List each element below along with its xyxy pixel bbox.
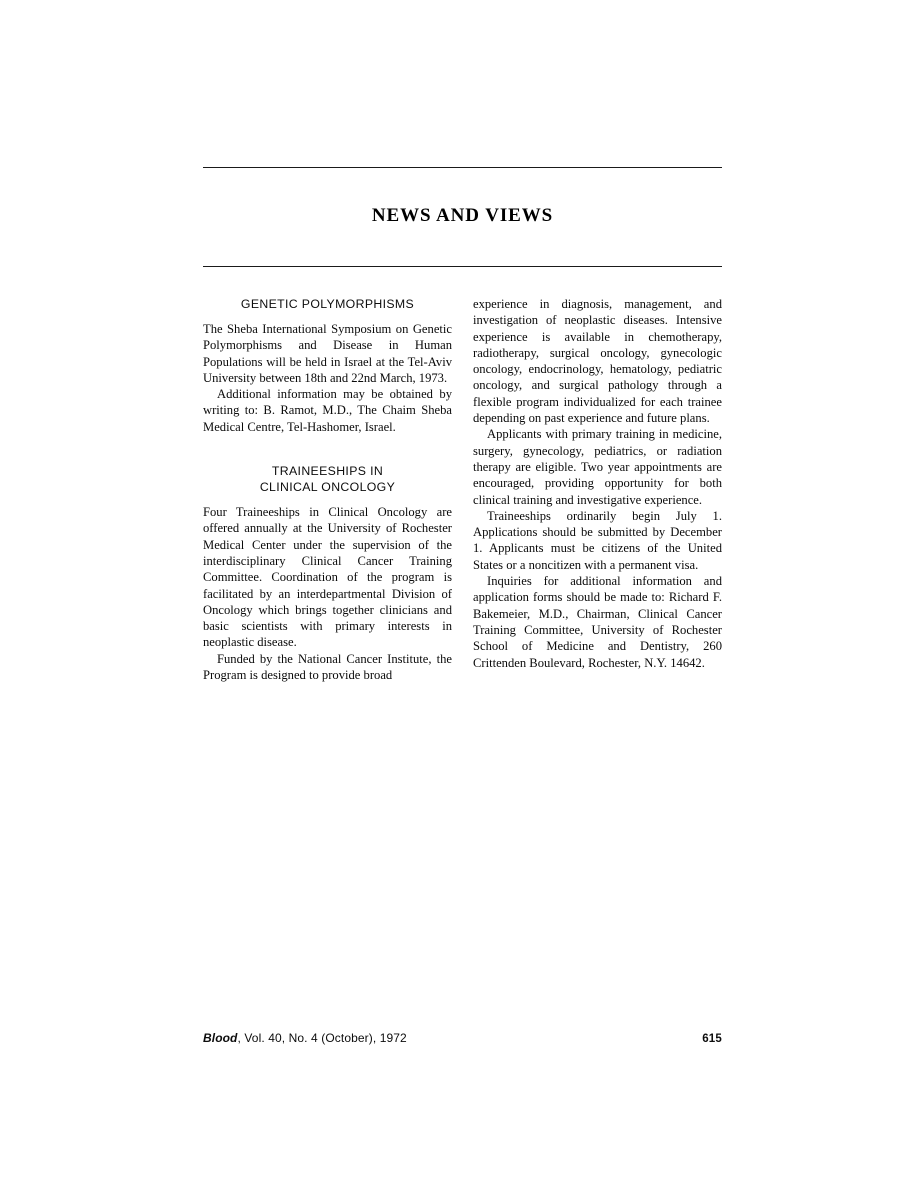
left-column [203,296,452,683]
paragraph: Inquiries for additional information and application forms should be made to: Richard F. Bakemeier, M.D., Chairman, Clinical Cancer Training Committee, University of Rochester School of Medicine and Dentistry, 260 Crittenden Boulevard, Rochester, N.Y. 14642. [473,574,722,670]
paragraph: The Sheba International Symposium on Genetic Polymorphisms and Disease in Human Populations will be held in Israel at the Tel-Aviv University between 18th and 22nd March, 1973. [203,322,452,385]
journal-name: Blood [203,1031,238,1045]
section-heading-line: TRAINEESHIPS IN [271,464,384,479]
paragraph: Traineeships ordinarily begin July 1. Applications should be submitted by December 1. Applicants must be citizens of the United States or a noncitizen with a permanent visa. [473,508,722,572]
section-heading-line: CLINICAL ONCOLOGY [259,480,396,495]
page-number: 615 [702,1033,722,1045]
section-genetic-polymorphisms [203,296,452,435]
header-top-rule [203,167,722,168]
journal-citation [203,1031,407,1045]
two-column-body [203,296,722,683]
section-heading-line: GENETIC POLYMORPHISMS [240,297,415,311]
paragraph: Funded by the National Cancer Institute, the Program is designed to provide broad [203,651,452,683]
page-footer [203,1031,722,1045]
section-heading-genetic-polymorphisms [203,296,452,312]
journal-citation-detail: , Vol. 40, No. 4 (October), 1972 [237,1031,407,1045]
paragraph: experience in diagnosis, management, and investigation of neoplastic diseases. Intensive experience is available in chemotherapy, radiotherapy, surgical oncology, gynecologic oncology, endocrinology, hematology, pediatric oncology, and surgical pathology through a flexible program individualized for each trainee depending on past experience and future plans. [473,297,722,426]
section-heading-traineeships [203,463,452,495]
paragraph: Additional information may be obtained by writing to: B. Ramot, M.D., The Chaim Sheba Medical Centre, Tel-Hashomer, Israel. [203,387,452,434]
paragraph: Four Traineeships in Clinical Oncology are offered annually at the University of Rochester Medical Center under the supervision of the interdisciplinary Clinical Cancer Training Committee. Coordination of the program is facilitated by an interdepartmental Division of Oncology which brings together clinicians and basic scientists with primary interests in neoplastic disease. [203,505,452,650]
section-traineeships-clinical-oncology [203,463,452,683]
page-title: NEWS AND VIEWS [371,205,554,226]
header-bottom-rule [203,266,722,267]
right-column [473,296,722,683]
paragraph: Applicants with primary training in medicine, surgery, gynecology, pediatrics, or radiation therapy are eligible. Two year appointments are encouraged, providing opportunity for both clinical training and investigative experience. [473,427,722,507]
